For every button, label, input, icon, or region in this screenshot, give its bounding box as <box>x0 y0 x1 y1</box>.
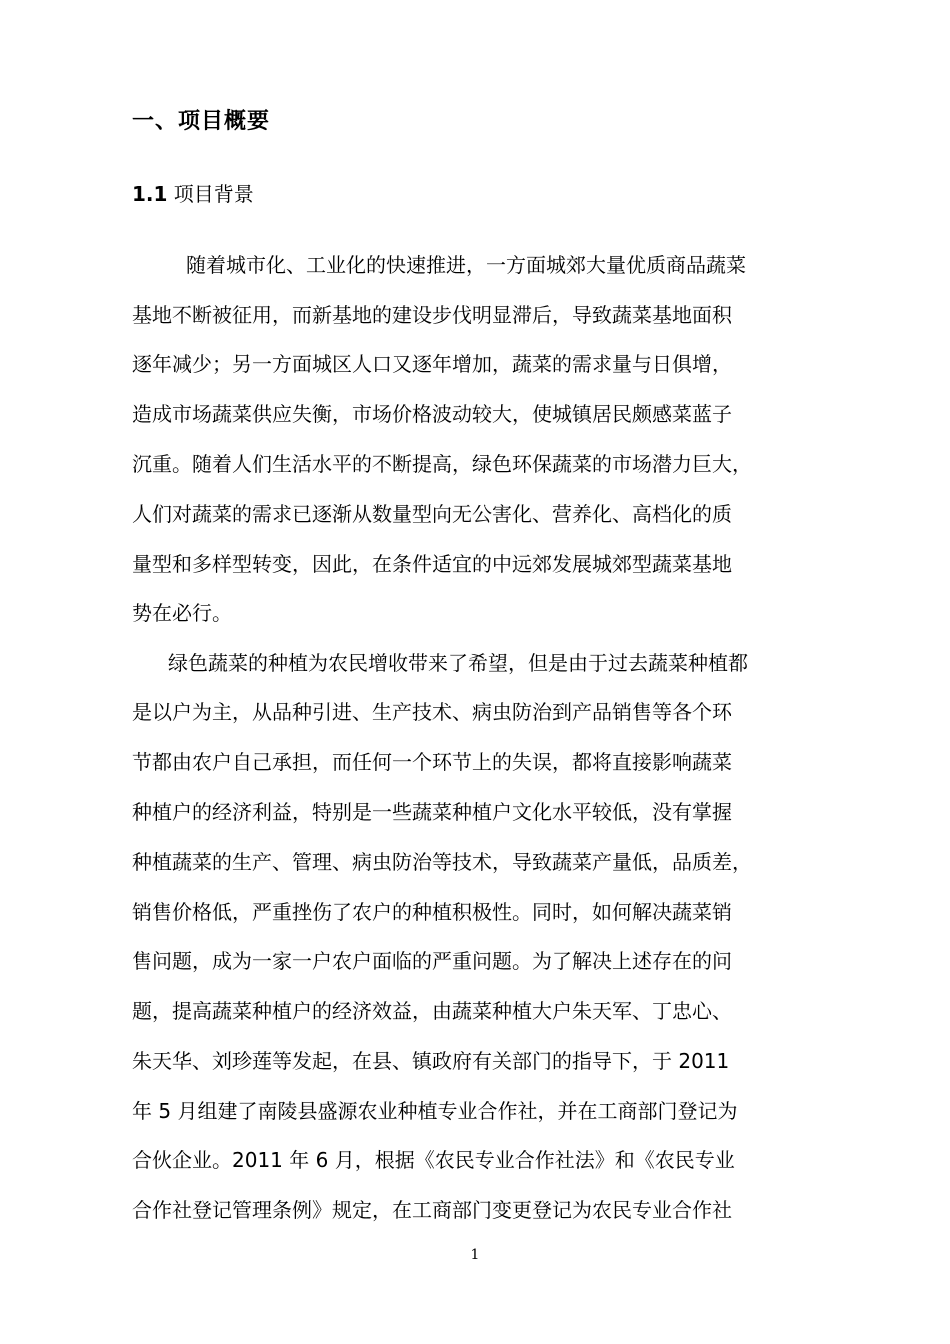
paragraph-line: 年 5 月组建了南陵县盛源农业种植专业合作社，并在工商部门登记为 <box>132 1099 738 1123</box>
paragraph-line: 种植蔬菜的生产、管理、病虫防治等技术，导致蔬菜产量低，品质差， <box>132 850 752 874</box>
paragraph-line: 逐年减少；另一方面城区人口又逐年增加，蔬菜的需求量与日俱增， <box>132 352 732 376</box>
subsection-number: 1.1 <box>132 182 168 206</box>
paragraph-line: 量型和多样型转变，因此，在条件适宜的中远郊发展城郊型蔬菜基地 <box>132 552 732 576</box>
paragraph-line: 售问题，成为一家一户农户面临的严重问题。为了解决上述存在的问 <box>132 949 732 973</box>
paragraph-line: 合作社登记管理条例》规定，在工商部门变更登记为农民专业合作社 <box>132 1198 732 1222</box>
paragraph-line: 势在必行。 <box>132 601 232 625</box>
subsection-title: 项目背景 <box>167 182 254 206</box>
subsection-heading <box>132 178 254 207</box>
paragraph-line: 题，提高蔬菜种植户的经济效益，由蔬菜种植大户朱天军、丁忠心、 <box>132 999 732 1023</box>
page-number: 1 <box>470 1247 480 1263</box>
paragraph-line: 种植户的经济利益，特别是一些蔬菜种植户文化水平较低，没有掌握 <box>132 800 732 824</box>
paragraph-line: 合伙企业。2011 年 6 月，根据《农民专业合作社法》和《农民专业 <box>132 1148 735 1172</box>
paragraph-line: 随着城市化、工业化的快速推进，一方面城郊大量优质商品蔬菜 <box>186 253 746 277</box>
paragraph-line: 销售价格低，严重挫伤了农户的种植积极性。同时，如何解决蔬菜销 <box>132 900 732 924</box>
paragraph-line: 是以户为主，从品种引进、生产技术、病虫防治到产品销售等各个环 <box>132 700 732 724</box>
paragraph-line: 造成市场蔬菜供应失衡，市场价格波动较大，使城镇居民颇感菜蓝子 <box>132 402 732 426</box>
paragraph-line: 绿色蔬菜的种植为农民增收带来了希望，但是由于过去蔬菜种植都 <box>168 651 748 675</box>
paragraph-line: 基地不断被征用，而新基地的建设步伐明显滞后，导致蔬菜基地面积 <box>132 303 732 327</box>
paragraph-line: 朱天华、刘珍莲等发起，在县、镇政府有关部门的指导下，于 2011 <box>132 1049 730 1073</box>
paragraph-line: 沉重。随着人们生活水平的不断提高，绿色环保蔬菜的市场潜力巨大， <box>132 452 752 476</box>
paragraph-line: 节都由农户自己承担，而任何一个环节上的失误，都将直接影响蔬菜 <box>132 750 732 774</box>
paragraph-line: 人们对蔬菜的需求已逐渐从数量型向无公害化、营养化、高档化的质 <box>132 502 732 526</box>
section-heading: 一、项目概要 <box>132 109 271 134</box>
